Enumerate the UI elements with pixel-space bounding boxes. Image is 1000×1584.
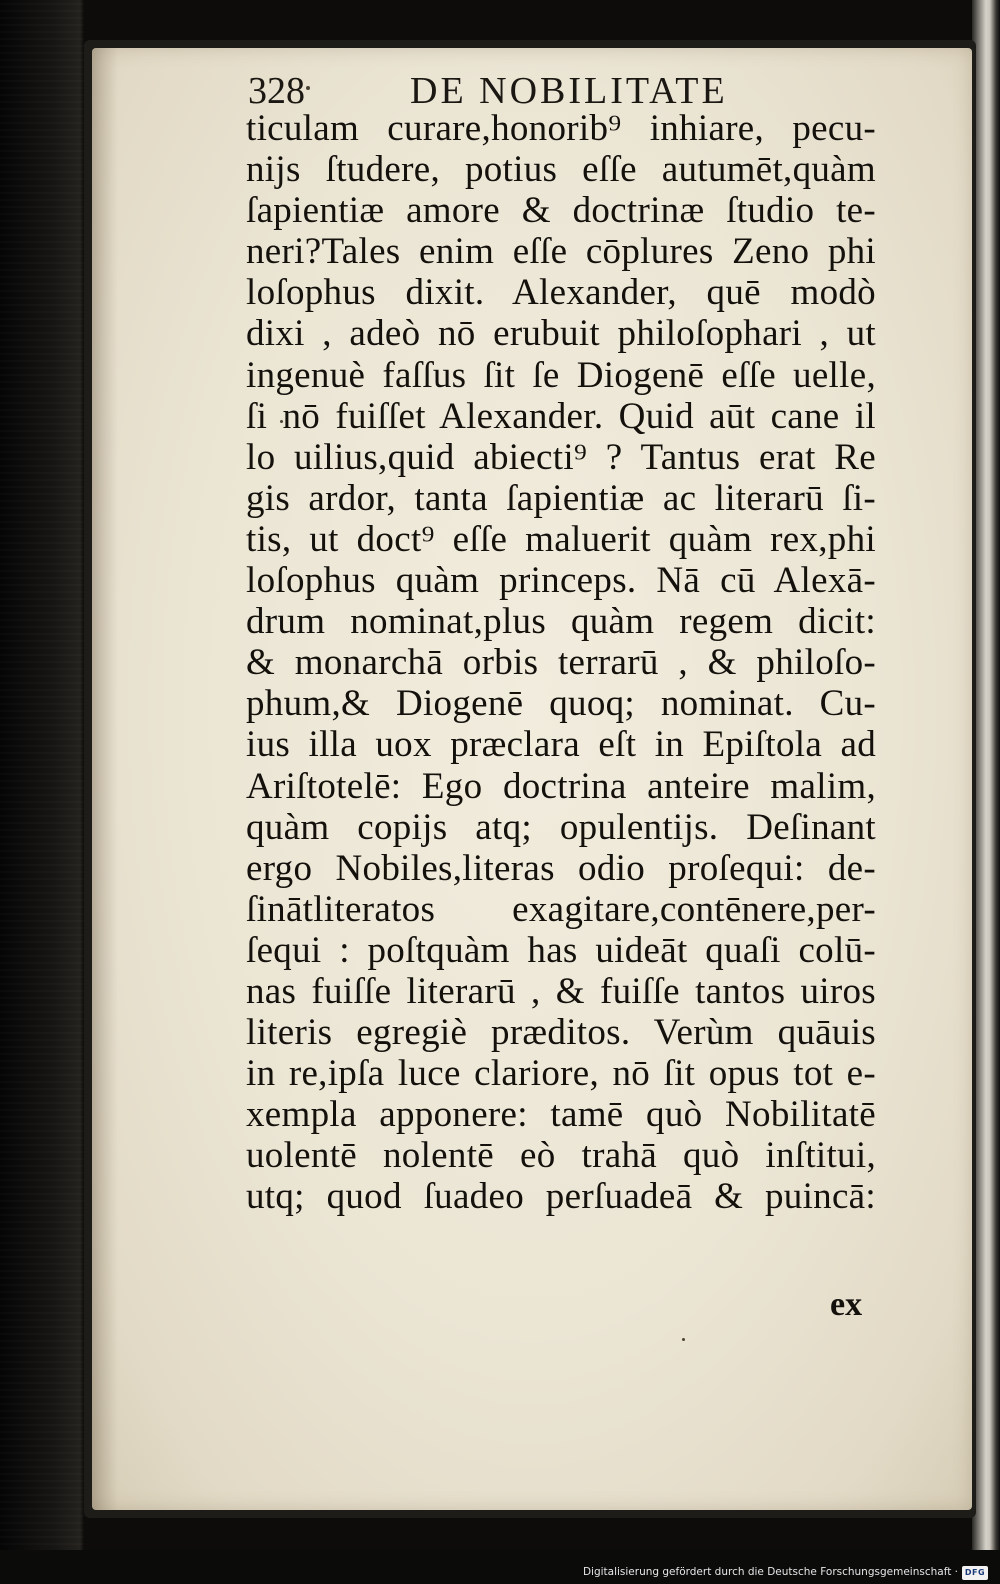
text-line: literis egregiè præditos. Verùm quāuis (246, 1012, 876, 1054)
text-line: ſequi : poſtquàm has uideāt quaſi colū- (246, 929, 876, 971)
text-line: ius illa uox præclara eſt in Epiſtola ad (246, 724, 876, 766)
dfg-logo: DFG (962, 1566, 988, 1580)
catchword: ex (830, 1286, 863, 1323)
text-line: ticulam curare,honorib⁹ inhiare, pecu- (246, 108, 876, 149)
text-line: ergo Nobiles,literas odio proſequi: de- (246, 847, 876, 889)
text-line: tis, ut doct⁹ eſſe maluerit quàm rex,phi (246, 518, 876, 560)
text-line: ſinātliteratos exagitare,contēnere,per- (246, 888, 876, 930)
text-line: utq; quod ſuadeo perſuadeā & puincā: (246, 1176, 876, 1218)
text-line: lo uilius,quid abiecti⁹ ? Tantus erat Re (246, 436, 876, 478)
text-line: neri?Tales enim eſſe cōplures Zeno phi (246, 231, 876, 273)
text-line: & monarchā orbis terrarū , & philoſo- (246, 642, 876, 684)
text-line: Ariſtotelē: Ego doctrina anteire malim, (246, 765, 876, 807)
text-line: xempla apponere: tamē quò Nobilitatē (246, 1094, 876, 1136)
text-line: loſophus quàm princeps. Nā cū Alexā- (246, 560, 876, 602)
text-line: uolentē nolentē eò trahā quò inſtitui, (246, 1135, 876, 1177)
gutter-shadow (92, 48, 118, 1510)
text-line: ſapientiæ amore & doctrinæ ſtudio te- (246, 190, 876, 232)
text-line: drum nominat,plus quàm regem dicit: (246, 601, 876, 643)
text-line: nijs ſtudere, potius eſſe autumēt,quàm (246, 149, 876, 191)
text-line: quàm copijs atq; opulentijs. Deſinant (246, 806, 876, 848)
right-page-edges (972, 0, 1000, 1550)
page-number: 328 (248, 70, 305, 112)
left-book-edge (0, 0, 84, 1550)
text-line: loſophus dixit. Alexander, quē modò (246, 272, 876, 314)
text-line: nas fuiſſe literarū , & fuiſſe tantos uiros (246, 970, 876, 1012)
text-line: gis ardor, tanta ſapientiæ ac literarū ſi- (246, 477, 876, 519)
paper-speck (682, 1338, 685, 1341)
text-line: phum,& Diogenē quoq; nominat. Cu- (246, 683, 876, 725)
text-line: dixi , adeò nō erubuit philoſophari , ut (246, 313, 876, 355)
text-line: ſi nō fuiſſet Alexander. Quid aūt cane il (246, 395, 876, 437)
running-title: DE NOBILITATE (410, 70, 728, 112)
text-line: ingenuè faſſus ſit ſe Diogenē eſſe uelle, (246, 354, 876, 396)
body-text (246, 108, 876, 1218)
digitization-credit: Digitalisierung gefördert durch die Deutsche Forschungsgemeinschaft · (582, 1566, 958, 1578)
text-line: in re,ipſa luce clariore, nō ſit opus tot e- (246, 1053, 876, 1095)
